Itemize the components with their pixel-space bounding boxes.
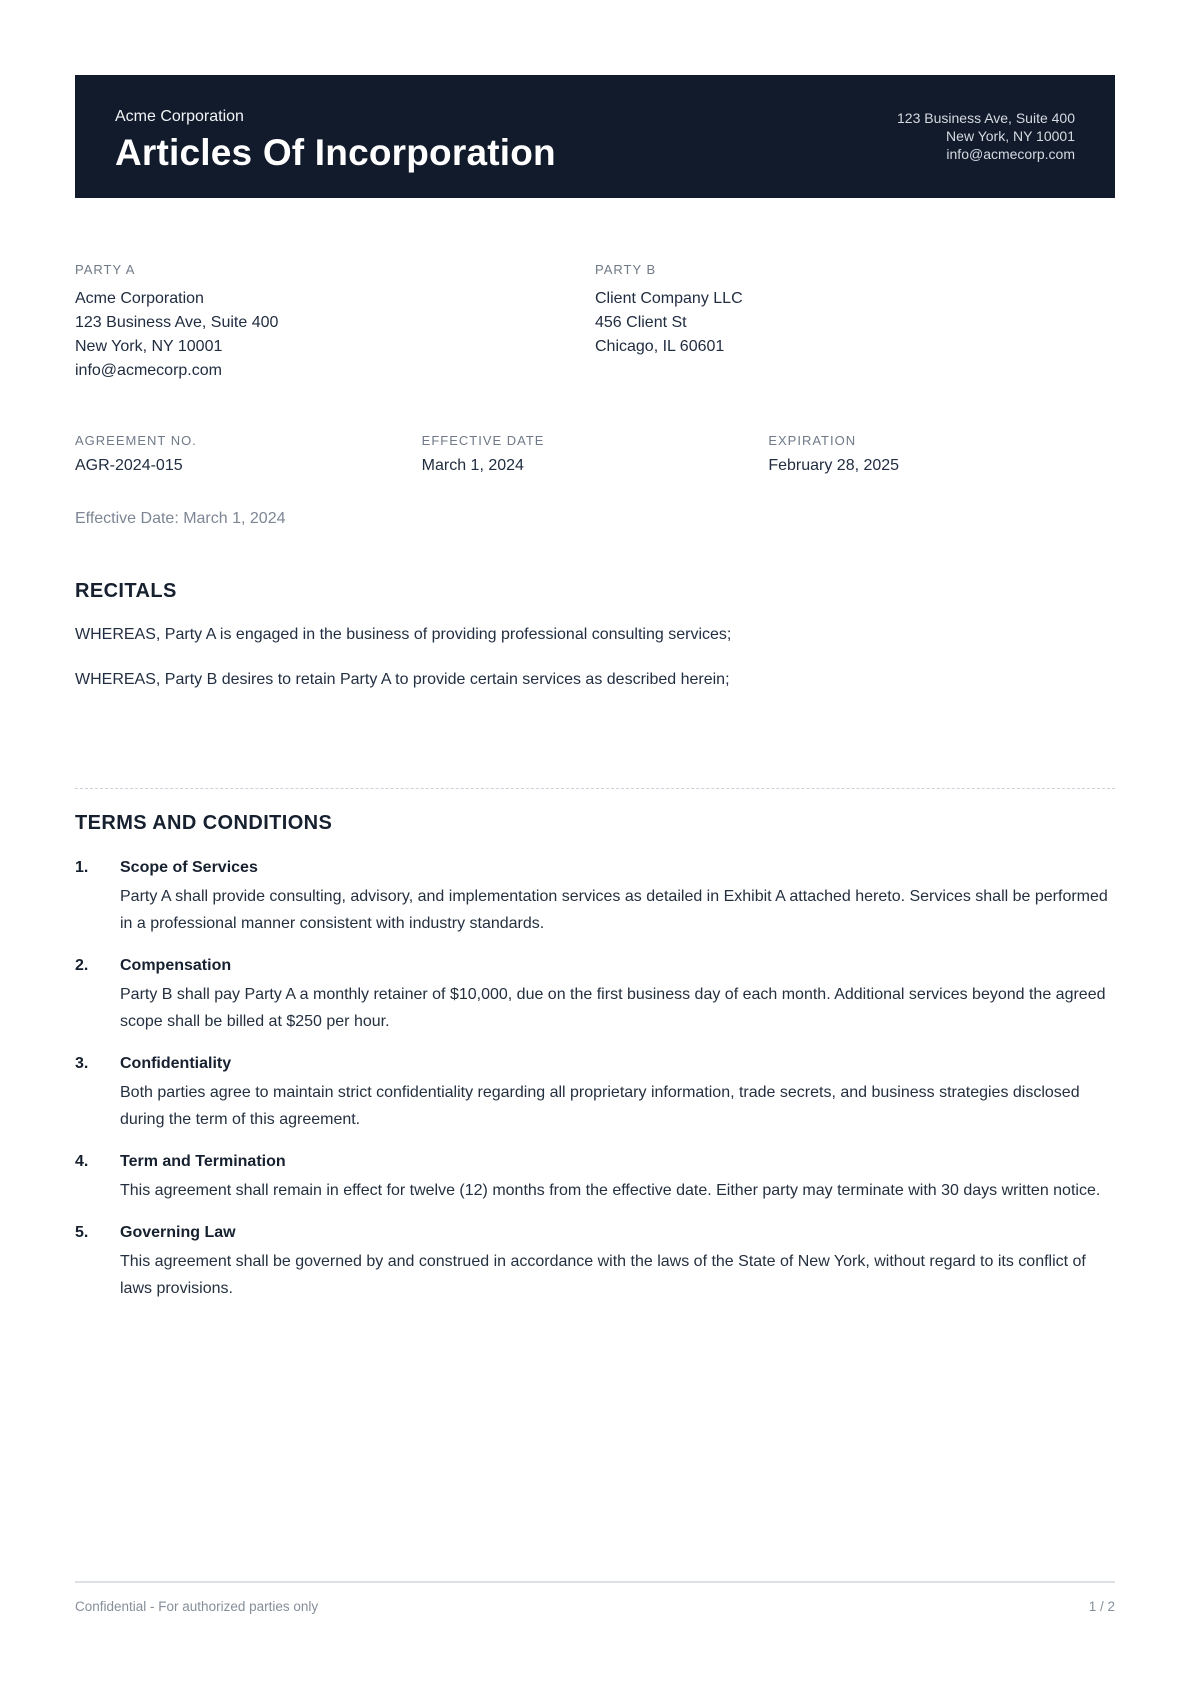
term-title: Confidentiality: [120, 1055, 232, 1072]
party-a-email: info@acmecorp.com: [75, 362, 222, 379]
term-number: 1.: [75, 859, 89, 876]
term-body: Party A shall provide consulting, advisory, and implementation services as detailed in Exhibit A attached hereto. Services shall be performed in a professional manner consistent with industry standards.: [120, 888, 1108, 932]
term-body: Both parties agree to maintain strict confidentiality regarding all proprietary information, trade secrets, and business strategies disclosed during the term of this agreement.: [120, 1084, 1080, 1128]
party-a-city: New York, NY 10001: [75, 338, 223, 355]
term-item-termination: [75, 1151, 1115, 1204]
term-title: Compensation: [120, 957, 232, 974]
term-content: [120, 1222, 1115, 1302]
recital-paragraph-1: WHEREAS, Party A is engaged in the business of providing professional consulting services;: [75, 626, 732, 643]
confidentiality-notice: Confidential - For authorized parties only: [75, 1599, 319, 1614]
recitals-section: [75, 579, 1115, 692]
term-title: Governing Law: [120, 1224, 236, 1241]
document-header: [75, 75, 1115, 198]
party-b-label: PARTY B: [595, 262, 657, 277]
expiration-value: February 28, 2025: [768, 457, 900, 474]
expiration-label: EXPIRATION: [768, 433, 857, 448]
effective-date-block: [422, 433, 769, 476]
party-b-details: [595, 287, 1115, 359]
party-a-street: 123 Business Ave, Suite 400: [75, 314, 279, 331]
term-content: [120, 1151, 1115, 1204]
term-body: This agreement shall remain in effect for twelve (12) months from the effective date. Either party may terminate with 30 days written notice.: [120, 1182, 1101, 1199]
company-address-block: [897, 107, 1075, 163]
term-content: [120, 857, 1115, 937]
address-line-city: New York, NY 10001: [946, 128, 1075, 144]
term-number: 3.: [75, 1055, 89, 1072]
term-item-scope: [75, 857, 1115, 937]
agreement-number-block: [75, 433, 422, 476]
agreement-number-label: AGREEMENT NO.: [75, 433, 197, 448]
terms-section: [75, 811, 1115, 1302]
page-number: 1 / 2: [1088, 1599, 1115, 1614]
effective-date-value: March 1, 2024: [421, 457, 524, 474]
term-body: This agreement shall be governed by and construed in accordance with the laws of the State of New York, without regard to its conflict of laws provisions.: [120, 1253, 1086, 1297]
party-b-name: Client Company LLC: [595, 290, 743, 307]
section-divider: [75, 788, 1115, 789]
term-body: Party B shall pay Party A a monthly retainer of $10,000, due on the first business day of each month. Additional services beyond the agreed scope shall be billed at $250 per hour.: [120, 986, 1106, 1030]
term-number: 4.: [75, 1153, 89, 1170]
address-line-email: info@acmecorp.com: [946, 146, 1075, 162]
expiration-block: [768, 433, 1115, 476]
term-item-compensation: [75, 955, 1115, 1035]
term-number: 2.: [75, 957, 89, 974]
term-number: 5.: [75, 1224, 89, 1241]
company-name: Acme Corporation: [115, 108, 244, 125]
party-a-block: [75, 262, 595, 383]
agreement-number-value: AGR-2024-015: [75, 457, 183, 474]
header-title-block: [115, 107, 556, 174]
recital-paragraph-2: WHEREAS, Party B desires to retain Party A to provide certain services as described herein;: [75, 671, 730, 688]
address-line-street: 123 Business Ave, Suite 400: [897, 110, 1075, 126]
page-footer: [75, 1581, 1115, 1614]
term-title: Term and Termination: [120, 1153, 286, 1170]
term-item-governing-law: [75, 1222, 1115, 1302]
term-content: [120, 955, 1115, 1035]
parties-section: [75, 262, 1115, 383]
party-a-details: [75, 287, 595, 383]
document-title: Articles Of Incorporation: [115, 132, 556, 173]
effective-date-label: EFFECTIVE DATE: [421, 433, 545, 448]
party-a-name: Acme Corporation: [75, 290, 204, 307]
party-b-city: Chicago, IL 60601: [595, 338, 725, 355]
recitals-heading: RECITALS: [75, 580, 177, 602]
agreement-meta-section: [75, 433, 1115, 476]
terms-heading: TERMS AND CONDITIONS: [75, 812, 333, 834]
party-b-block: [595, 262, 1115, 383]
effective-date-note: Effective Date: March 1, 2024: [75, 510, 286, 527]
term-item-confidentiality: [75, 1053, 1115, 1133]
term-title: Scope of Services: [120, 859, 258, 876]
party-a-label: PARTY A: [75, 262, 136, 277]
term-content: [120, 1053, 1115, 1133]
party-b-street: 456 Client St: [595, 314, 687, 331]
